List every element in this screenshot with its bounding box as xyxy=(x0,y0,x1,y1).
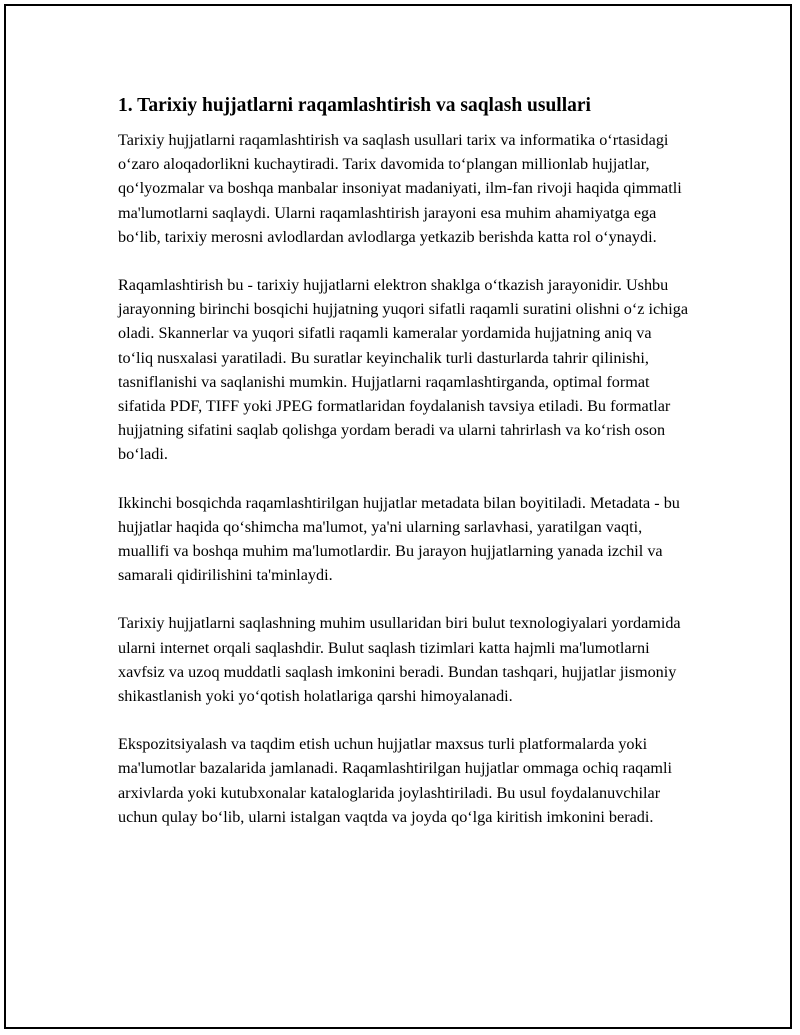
paragraph-cloud-storage: Tarixiy hujjatlarni saqlashning muhim usullaridan biri bulut texnologiyalari yordamida ularni internet orqali saqlashdir. Bulut saqlash tizimlari katta hajmli ma'lumotlarni xavfsiz va uzoq muddatli saqlash imkonini beradi. Bundan tashqari, hujjatlar jismoniy shikastlanish yoki yo‘qotish holatlariga qarshi himoyalanadi. xyxy=(118,614,681,706)
paragraph-intro: Tarixiy hujjatlarni raqamlashtirish va saqlash usullari tarix va informatika o‘rtasidagi o‘zaro aloqadorlikni kuchaytiradi. Tarix davomida to‘plangan millionlab hujjatlar, qo‘lyozmalar va boshqa manbalar insoniyat madaniyati, ilm-fan rivoji haqida qimmatli ma'lumotlarni saqlaydi. Ularni raqamlashtirish jarayoni esa muhim ahamiyatga ega bo‘lib, tarixiy merosni avlodlardan avlodlarga yetkazib berishda katta rol o‘ynaydi. xyxy=(118,131,682,246)
section-heading: 1. Tarixiy hujjatlarni raqamlashtirish va saqlash usullari xyxy=(118,95,591,116)
document-body xyxy=(118,92,690,853)
paragraph-metadata: Ikkinchi bosqichda raqamlashtirilgan hujjatlar metadata bilan boyitiladi. Metadata - bu hujjatlar haqida qo‘shimcha ma'lumot, ya'ni ularning sarlavhasi, yaratilgan vaqti, muallifi va boshqa muhim ma'lumotlardir. Bu jarayon hujjatlarning yanada izchil va samarali qidirilishini ta'minlaydi. xyxy=(118,493,680,585)
paragraph-exposition: Ekspozitsiyalash va taqdim etish uchun hujjatlar maxsus turli platformalarda yoki ma'lumotlar bazalarida jamlanadi. Raqamlashtirilgan hujjatlar ommaga ochiq raqamli arxivlarda yoki kutubxonalar kataloglarida joylashtiriladi. Bu usul foydalanuvchilar uchun qulay bo‘lib, ularni istalgan vaqtda va joyda qo‘lga kiritish imkonini beradi. xyxy=(118,735,672,826)
paragraph-digitization: Raqamlashtirish bu - tarixiy hujjatlarni elektron shaklga o‘tkazish jarayonidir. Ushbu jarayonning birinchi bosqichi hujjatning yuqori sifatli raqamli suratini olishni o‘z ichiga oladi. Skannerlar va yuqori sifatli raqamli kameralar yordamida hujjatning aniq va to‘liq nusxalasi yaratiladi. Bu suratlar keyinchalik turli dasturlarda tahrir qilinishi, tasniflanishi va saqlanishi mumkin. Hujjatlarni raqamlashtirganda, optimal format sifatida PDF, TIFF yoki JPEG formatlaridan foydalanish tavsiya etiladi. Bu formatlar hujjatning sifatini saqlab qolishga yordam beradi va ularni tahrirlash va ko‘rish oson bo‘ladi. xyxy=(118,276,689,464)
